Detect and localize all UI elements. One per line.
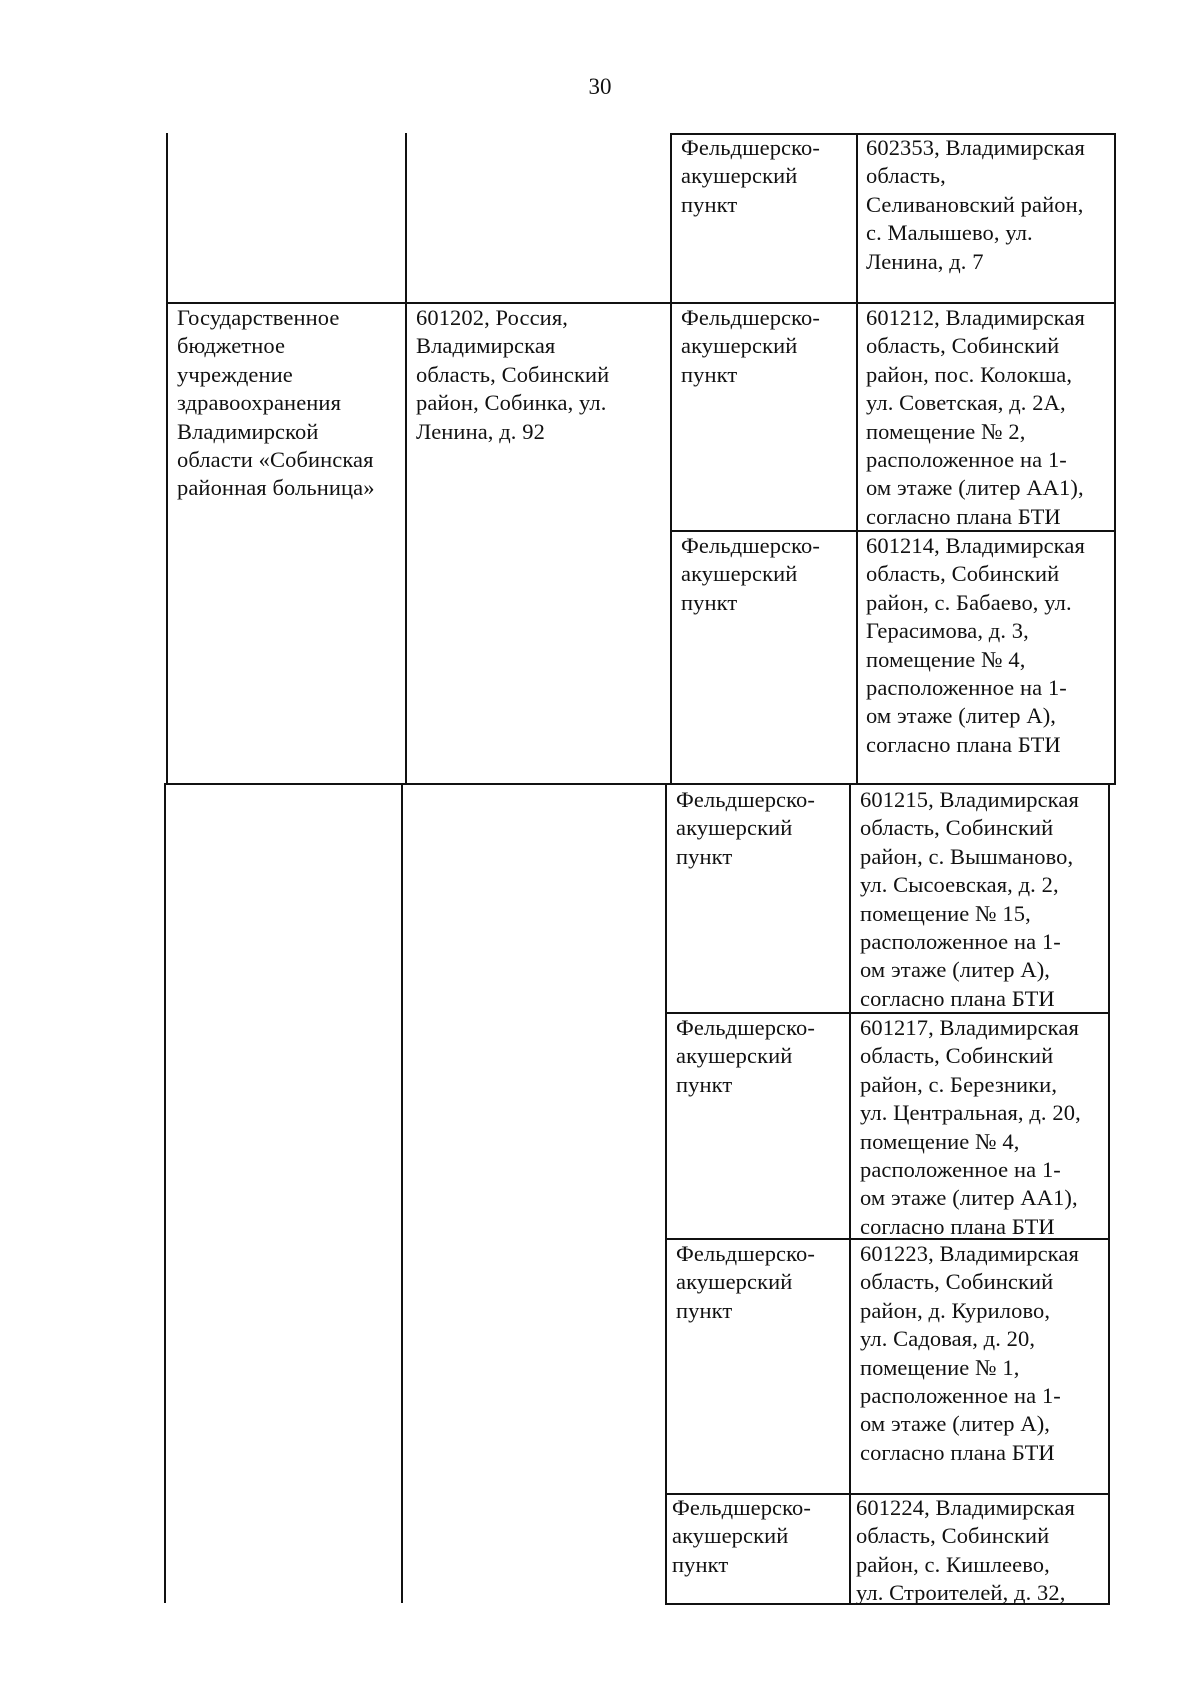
table-border [856,133,858,783]
facility-address-cell: 601223, Владимирская область, Собинский район, д. Курилово, ул. Садовая, д. 20, помещение № 1, расположенное на 1- ом этаже (литер А), согласно плана БТИ [860,1241,1079,1465]
facility-address-cell: 601224, Владимирская область, Собинский район, с. Кишлеево, ул. Строителей, д. 32, [856,1495,1075,1606]
organization-address-cell: 601202, Россия, Владимирская область, Собинский район, Собинка, ул. Ленина, д. 92 [416,305,610,444]
table-border [164,783,166,1603]
facility-type-cell: Фельдшерско- акушерский пункт [681,135,820,217]
facility-type-cell: Фельдшерско- акушерский пункт [676,787,815,869]
facility-type-cell: Фельдшерско- акушерский пункт [681,533,820,615]
table-border [166,133,168,783]
table-border [665,783,667,1603]
facility-address-cell: 601214, Владимирская область, Собинский район, с. Бабаево, ул. Герасимова, д. 3, помещение № 4, расположенное на 1- ом этаже (литер А), согласно плана БТИ [866,533,1085,757]
table-border [1108,783,1110,1603]
table-border [670,133,672,783]
facility-type-cell: Фельдшерско- акушерский пункт [676,1015,815,1097]
facility-address-cell: 602353, Владимирская область, Селивановский район, с. Малышево, ул. Ленина, д. 7 [866,135,1085,274]
facility-address-cell: 601217, Владимирская область, Собинский район, с. Березники, ул. Центральная, д. 20, помещение № 4, расположенное на 1- ом этаже (литер АА1), согласно плана БТИ [860,1015,1081,1239]
table-border [166,783,1116,785]
facility-type-cell: Фельдшерско- акушерский пункт [672,1495,811,1577]
table-border [405,133,407,783]
facility-type-cell: Фельдшерско- акушерский пункт [681,305,820,387]
table-border [401,783,403,1603]
facility-address-cell: 601212, Владимирская область, Собинский район, пос. Колокша, ул. Советская, д. 2А, помещение № 2, расположенное на 1- ом этаже (литер АА1), согласно плана БТИ [866,305,1085,529]
table-border [1114,133,1116,783]
facility-type-cell: Фельдшерско- акушерский пункт [676,1241,815,1323]
facility-address-cell: 601215, Владимирская область, Собинский район, с. Вышманово, ул. Сысоевская, д. 2, помещение № 15, расположенное на 1- ом этаже (литер А), согласно плана БТИ [860,787,1079,1011]
table-border [849,783,851,1603]
page-number: 30 [588,74,612,99]
organization-name-cell: Государственное бюджетное учреждение здравоохранения Владимирской области «Собинская районная больница» [177,305,375,501]
